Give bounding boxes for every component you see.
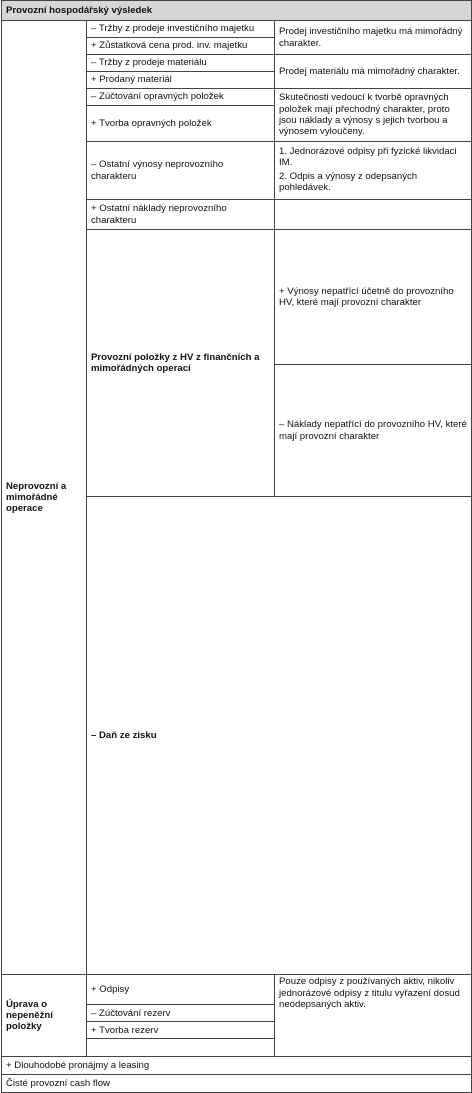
category-dan-ze-zisku: – Daň ze zisku	[87, 497, 472, 975]
table-cell-item: + Tvorba rezerv	[87, 1022, 275, 1039]
table-cell-note: Pouze odpisy z používaných aktiv, nikoliv jednorázové odpisy z titulu vyřazení dosud neodepsaných aktiv.	[275, 975, 472, 1057]
table-cell-note: Prodej investičního majetku má mimořádný charakter.	[275, 21, 472, 55]
table-cell-item: + Zůstatková cena prod. inv. majetku	[87, 38, 275, 55]
table-row	[2, 21, 472, 38]
table-title: Provozní hospodářský výsledek	[2, 1, 472, 21]
table-cell-item: – Zúčtování rezerv	[87, 1005, 275, 1022]
table-cell-item	[87, 1039, 275, 1057]
category-uprava-nepenezni: Úprava o nepeněžní položky	[2, 975, 87, 1057]
table-cell-note	[275, 200, 472, 230]
table-cell-item: – Zúčtování opravných položek	[87, 89, 275, 106]
table-cell-item: + Výnosy nepatřící účetně do provozního HV, které mají provozní charakter	[275, 230, 472, 365]
note-list-item: 2. Odpis a výnosy z odepsaných pohledávek.	[279, 170, 418, 193]
row-ciste-provozni-cash-flow: Čisté provozní cash flow	[2, 1075, 472, 1093]
row-dlouhodobe-pronajmy: + Dlouhodobé pronájmy a leasing	[2, 1057, 472, 1075]
table-cell-item: + Prodaný materiál	[87, 72, 275, 89]
table-cell-note: Prodej materiálu má mimořádný charakter.	[275, 55, 472, 89]
table-row	[2, 975, 472, 1005]
table-cell-item: + Ostatní náklady neprovozního charakteru	[87, 200, 275, 230]
table-cell-note-list	[275, 142, 472, 200]
table-title-row	[2, 1, 472, 21]
category-neprovozni: Neprovozní a mimořádné operace	[2, 21, 87, 975]
table-cell-item: – Tržby z prodeje investičního majetku	[87, 21, 275, 38]
table-cell-item: + Odpisy	[87, 975, 275, 1005]
category-provozni-polozky: Provozní položky z HV z finančních a mimořádných operací	[87, 230, 275, 497]
table-cell-item: – Tržby z prodeje materiálu	[87, 55, 275, 72]
provozni-hv-table	[1, 0, 472, 1093]
table-cell-note: Skutečnosti vedoucí k tvorbě opravných položek mají přechodný charakter, proto jsou náklady a výnosy s jejich tvorbou a výnosem vyloučeny.	[275, 89, 472, 142]
note-list-item: 1. Jednorázové odpisy při fyzické likvidaci IM.	[279, 145, 457, 169]
table-row	[2, 1075, 472, 1093]
cash-flow-table-sheet	[1, 0, 471, 1093]
table-cell-item: + Tvorba opravných položek	[87, 106, 275, 142]
table-cell-item: – Ostatní výnosy neprovozního charakteru	[87, 142, 275, 200]
table-cell-item: – Náklady nepatřící do provozního HV, které mají provozní charakter	[275, 365, 472, 497]
table-row	[2, 1057, 472, 1075]
